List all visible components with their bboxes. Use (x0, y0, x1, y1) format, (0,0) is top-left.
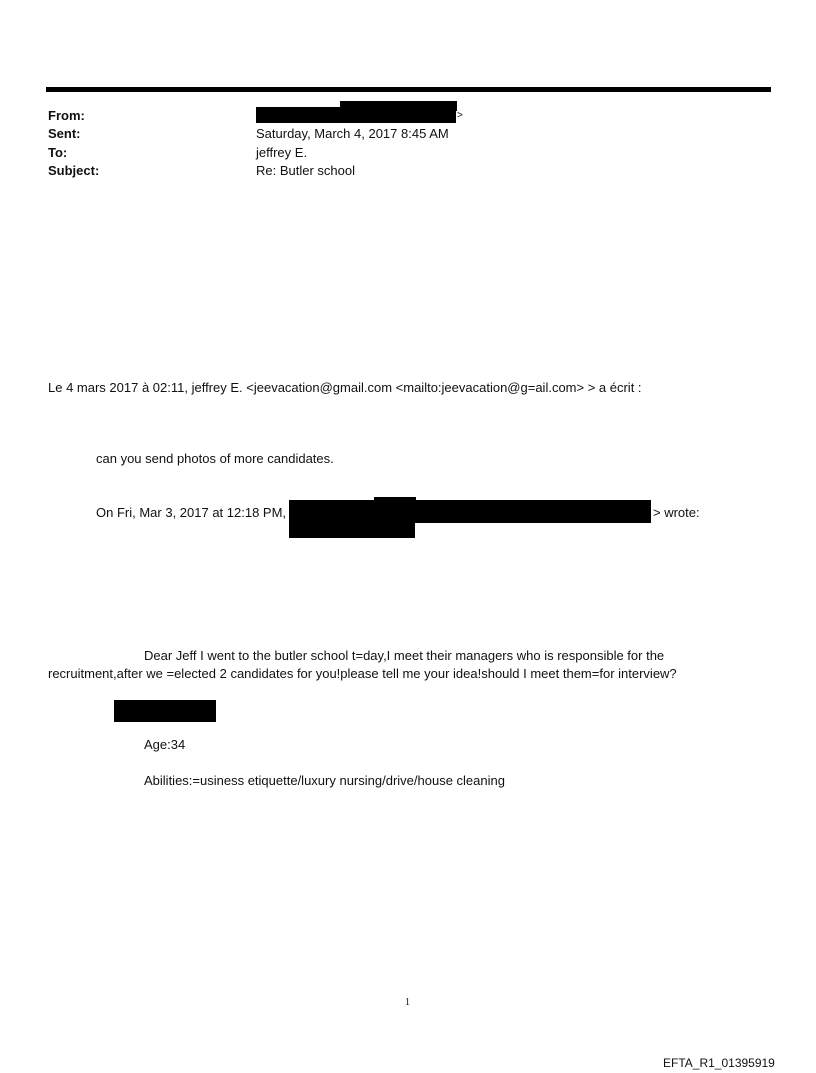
earlier-prefix: On Fri, Mar 3, 2017 at 12:18 PM, (96, 505, 287, 520)
redaction-sender-top (374, 497, 416, 502)
subject-label: Subject: (48, 163, 100, 178)
redaction-sender (289, 500, 651, 523)
redaction-candidate-name (114, 700, 216, 722)
sent-value: Saturday, March 4, 2017 8:45 AM (256, 126, 449, 141)
reply-line: can you send photos of more candidates. (96, 451, 334, 466)
from-value-tail: > (457, 110, 463, 121)
to-label: To: (48, 145, 68, 160)
sent-label: Sent: (48, 126, 81, 141)
bates-id: EFTA_R1_01395919 (663, 1056, 775, 1070)
message-line-1: Dear Jeff I went to the butler school t=day,I meet their managers who is responsible for the (144, 648, 665, 663)
redaction-sender-under (289, 522, 415, 538)
page-number: 1 (405, 997, 410, 1008)
redaction-from-top (340, 101, 457, 111)
quote-intro: Le 4 mars 2017 à 02:11, jeffrey E. <jeevacation@gmail.com <mailto:jeevacation@g=ail.com> > a écrit : (48, 380, 642, 395)
earlier-suffix: > wrote: (653, 505, 700, 520)
candidate-age: Age:34 (144, 737, 186, 752)
to-value: jeffrey E. (256, 145, 308, 160)
subject-value: Re: Butler school (256, 163, 355, 178)
header-rule (46, 87, 771, 92)
candidate-abilities: Abilities:=usiness etiquette/luxury nursing/drive/house cleaning (144, 773, 505, 788)
message-line-2: recruitment,after we =elected 2 candidates for you!please tell me your idea!should I meet them=for interview? (48, 666, 677, 681)
from-label: From: (48, 108, 85, 123)
